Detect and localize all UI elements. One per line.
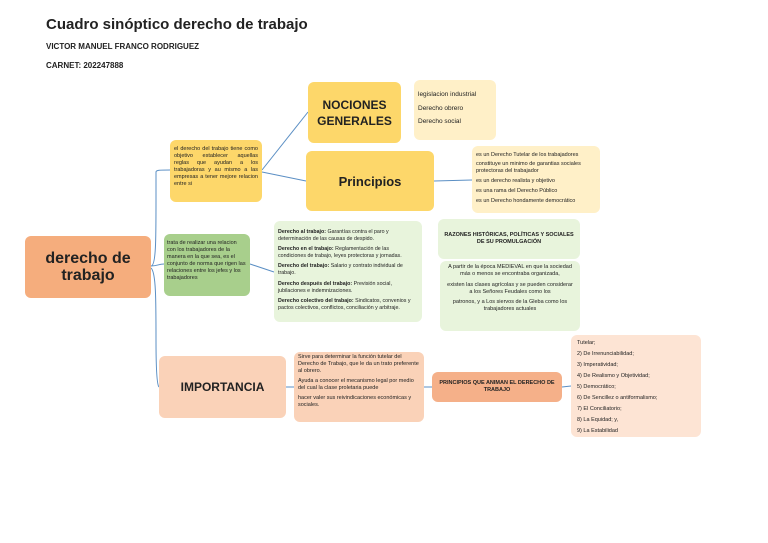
animan-item: 4) De Realismo y Objetividad; [577,373,650,379]
nociones-item: legislacion industrial [418,91,477,98]
author-name: VICTOR MANUEL FRANCO RODRIGUEZ [46,42,200,51]
root-label-line2: trabajo [61,267,115,284]
derecho-item [278,229,418,243]
principios-item: constituye un minimo de garantias sociales protectoras del trabajador [476,161,581,174]
animan-item: 9) La Estabilidad [577,428,618,434]
root-node [25,236,151,298]
animan-item: 2) De Irrenunciabilidad; [577,351,634,357]
derecho-term: Derecho del trabajo: [278,263,330,270]
nociones-label-line2: GENERALES [317,113,392,128]
importancia-item: Sirve para determinar la función tutelar del Derecho de Trabajo, que le da un trato preferente al obrero. [298,354,419,374]
importancia-node: IMPORTANCIA [159,356,286,418]
connector-def-principios [262,172,306,181]
nociones-item: Derecho obrero [418,104,464,112]
nociones-list-node [414,80,496,140]
derecho-term: Derecho colectivo del trabajo: [278,297,354,304]
nociones-item: Derecho social [418,118,461,125]
animan-item: 6) De Sencillez o antiformalismo; [577,395,658,401]
animan-item: 8) La Equidad; y, [577,417,619,423]
derecho-desc: Sindicatos, convenios y pactos colectivos, conflictos, conciliación y arbitraje. [278,297,411,311]
derecho-term: Derecho después del trabajo: [278,280,353,287]
importancia-item: hacer valer sus reivindicaciones económicas y sociales. [298,395,412,408]
derecho-item [278,281,418,295]
relacion-node: trata de realizar una relacion con los trabajadores de la manera en la que sea, es el conjunto de norma que rigen las relaciones entre los jefes y los trabajadores [164,234,250,296]
derecho-desc: Reglamentación de las condiciones de trabajo, leyes protectoras y jornadas. [278,246,402,260]
animan-item: Tutelar; [577,340,596,346]
definition-node: el derecho del trabajo tiene como objetivo establecer aquellas reglas que ayudan a los trabajadoras y au mismo a las empresas a tener mejore relacion entre si [170,140,262,202]
principios-node: Principios [306,151,434,211]
connector-root-importancia [151,268,159,387]
carnet-number: CARNET: 202247888 [46,61,124,70]
principios-animan-node: PRINCIPIOS QUE ANIMAN EL DERECHO DE TRABAJO [432,372,562,402]
derecho-desc: Salario y contrato individual de trabajo. [278,263,403,277]
medieval-node [440,261,580,331]
principios-item: es un Derecho Tutelar de los trabajadores [476,152,579,158]
derecho-term: Derecho en el trabajo: [278,246,334,253]
derecho-term: Derecho al trabajo: [278,229,326,235]
derecho-desc: Garantías contra el paro y determinación de las causas de despido. [278,229,389,242]
importancia-item: Ayuda a conocer el mecanismo legal por medio del cual la clase proletaria puede [298,378,414,391]
medieval-paragraph: A partir de la época MEDIEVAL en que la sociedad más o menos se encontraba organizada, [448,264,572,277]
nociones-label-line1: NOCIONES [322,97,387,112]
medieval-paragraph: patronos, y a Los siervos de la Gleba como los trabajadores actuales [452,299,568,312]
principios-item: es una rama del Derecho Público [476,188,558,194]
animan-item: 3) Imperatividad; [577,362,618,368]
derechos-node [274,221,422,322]
medieval-paragraph: existen las clases agrícolas y se pueden considerar a los Señores Feudales como los [447,281,573,295]
principios-animan-list-node [571,335,701,437]
animan-item: 7) El Conciliatorio; [577,406,622,412]
principios-item: es un Derecho hondamente democrático [476,198,576,204]
derecho-item [278,246,418,260]
derecho-item [278,263,418,277]
derecho-item [278,298,418,312]
connector-principios-list [434,180,472,181]
derecho-desc: Previsión social, jubilaciones e indemnizaciones. [278,280,392,294]
principios-list-node [472,146,600,213]
page-title: Cuadro sinóptico derecho de trabajo [46,16,308,33]
animan-item: 5) Democrático; [577,384,616,390]
connector-animan-list [562,386,571,387]
connector-def-nociones [262,112,308,170]
razones-node: RAZONES HISTÓRICAS, POLÍTICAS Y SOCIALES DE SU PROMULGACIÓN [438,219,580,259]
nociones-generales-node [308,82,401,143]
principios-item: es un derecho realista y objetivo [476,178,555,184]
connector-relacion-derechos [250,264,274,272]
importancia-list-node [294,352,424,422]
root-label-line1: derecho de [45,250,131,267]
